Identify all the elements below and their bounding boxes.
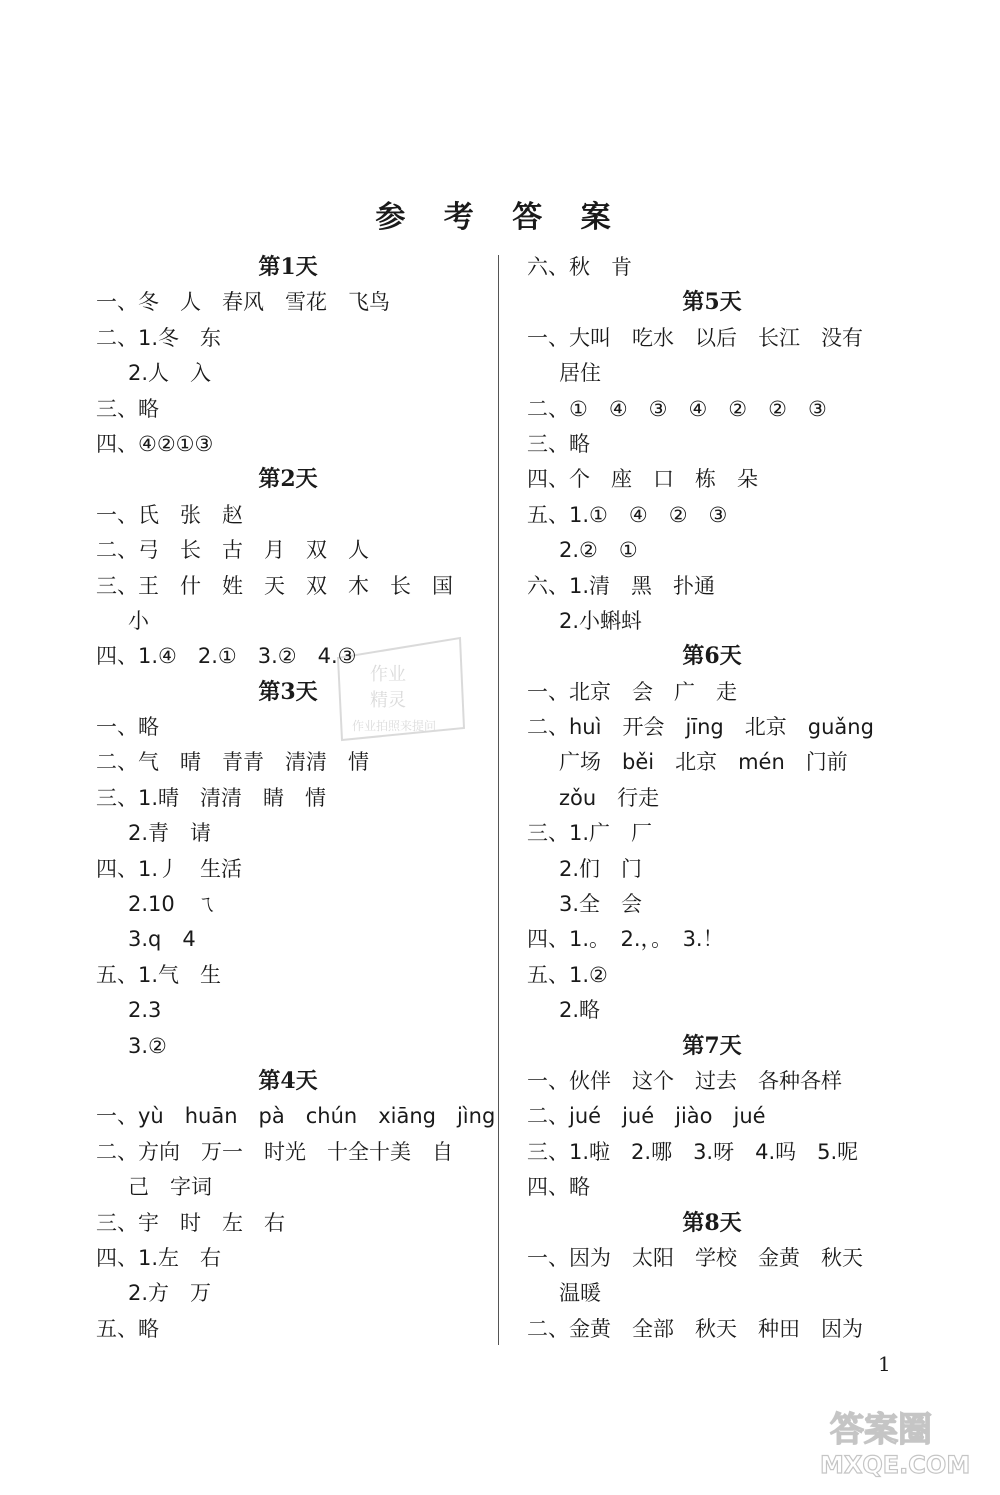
answer-line: 五、1.① ④ ② ③ <box>527 502 728 527</box>
answer-line: 三、1.广 厂 <box>527 821 653 846</box>
day-heading: 第2天 <box>258 466 318 493</box>
answer-line: 三、1.晴 清清 睛 情 <box>96 785 327 810</box>
day-heading: 第5天 <box>682 289 742 316</box>
answer-line: 四、④②①③ <box>96 431 214 456</box>
answer-line: 3.② <box>128 1033 167 1058</box>
answer-line: 一、氏 张 赵 <box>96 502 243 527</box>
answer-line: 己 字词 <box>128 1175 212 1200</box>
answer-line: 四、1.。 2.，。 3.！ <box>527 927 724 952</box>
answer-line: 一、北京 会 广 走 <box>527 679 737 704</box>
stamp-text-1: 作业 <box>370 664 406 685</box>
answer-line: 四、1.④ 2.① 3.② 4.③ <box>96 644 357 669</box>
answer-line: 三、略 <box>527 431 590 456</box>
answer-line: 六、1.清 黑 扑通 <box>527 573 716 598</box>
answer-line: 2.10 ㄟ <box>128 892 217 917</box>
answer-line: 广场 běi 北京 mén 门前 <box>559 750 848 775</box>
stamp-text-2: 精灵 <box>370 690 406 711</box>
answer-line: 一、伙伴 这个 过去 各种各样 <box>527 1068 842 1093</box>
answer-line: 二、弓 长 古 月 双 人 <box>96 538 369 563</box>
answer-line: 二、金黄 全部 秋天 种田 因为 <box>527 1316 863 1341</box>
answer-line: 三、1.啦 2.哪 3.呀 4.吗 5.呢 <box>527 1139 859 1164</box>
answer-line: 一、大叫 吃水 以后 长江 没有 <box>527 325 863 350</box>
answer-line: 二、1.冬 东 <box>96 325 222 350</box>
answer-line: 四、个 座 口 栋 朵 <box>527 467 758 492</box>
answer-column-right <box>527 250 897 1347</box>
answer-line: 二、jué jué jiào jué <box>527 1104 766 1129</box>
answer-line: 温暖 <box>559 1281 601 1306</box>
answer-line: 一、略 <box>96 715 159 740</box>
answer-line: 居住 <box>559 361 601 386</box>
answer-line: 3.q 4 <box>128 927 196 952</box>
day-heading: 第7天 <box>682 1032 742 1059</box>
day-heading: 第8天 <box>682 1209 742 1236</box>
answer-line: 五、略 <box>96 1316 159 1341</box>
page-number: 1 <box>878 1352 891 1376</box>
answer-line: 3.全 会 <box>559 892 643 917</box>
answer-line: 2.们 门 <box>559 856 643 881</box>
answer-line: 2.青 请 <box>128 821 212 846</box>
watermark-brand: 答案圈 <box>830 1410 932 1450</box>
day-heading: 第6天 <box>682 643 742 670</box>
answer-line: 2.3 <box>128 998 162 1023</box>
answer-line: 2.方 万 <box>128 1281 212 1306</box>
answer-line: 二、方向 万一 时光 十全十美 自 <box>96 1139 453 1164</box>
answer-line: 五、1.② <box>527 962 608 987</box>
answer-line: 一、因为 太阳 学校 金黄 秋天 <box>527 1245 863 1270</box>
answer-line: 二、① ④ ③ ④ ② ② ③ <box>527 396 827 421</box>
stamp-text-3: 作业拍照来提问 <box>352 719 437 733</box>
answer-line: zǒu 行走 <box>559 785 660 810</box>
answer-column-left <box>96 250 496 1347</box>
answer-line: 二、huì 开会 jīng 北京 guǎng <box>527 715 874 740</box>
answer-line: 2.略 <box>559 998 601 1023</box>
column-divider <box>498 255 499 1345</box>
page-title: 参 考 答 案 <box>375 200 625 235</box>
watermark-domain: MXQE.COM <box>820 1451 970 1479</box>
answer-line: 2.人 入 <box>128 361 212 386</box>
answer-line: 三、宇 时 左 右 <box>96 1210 285 1235</box>
stamp-watermark <box>330 628 470 748</box>
answer-line: 四、略 <box>527 1175 590 1200</box>
answer-line: 四、1.左 右 <box>96 1245 222 1270</box>
site-watermark <box>500 1405 970 1480</box>
answer-line: 2.小蝌蚪 <box>559 608 643 633</box>
answer-line: 一、冬 人 春风 雪花 飞鸟 <box>96 290 390 315</box>
day-heading: 第4天 <box>258 1067 318 1094</box>
answer-line: 三、王 什 姓 天 双 木 长 国 <box>96 573 453 598</box>
answer-line: 四、1.丿 生活 <box>96 856 243 881</box>
answer-line: 2.② ① <box>559 538 638 563</box>
answer-line: 三、略 <box>96 396 159 421</box>
answer-line: 小 <box>128 608 149 633</box>
answer-line: 一、yù huān pà chún xiāng jìng <box>96 1104 496 1129</box>
day-heading: 第1天 <box>258 254 318 280</box>
day-heading: 第3天 <box>258 678 318 705</box>
answer-line: 二、气 晴 青青 清清 情 <box>96 750 369 775</box>
answer-line: 五、1.气 生 <box>96 962 222 987</box>
answer-line: 六、秋 肯 <box>527 255 632 279</box>
